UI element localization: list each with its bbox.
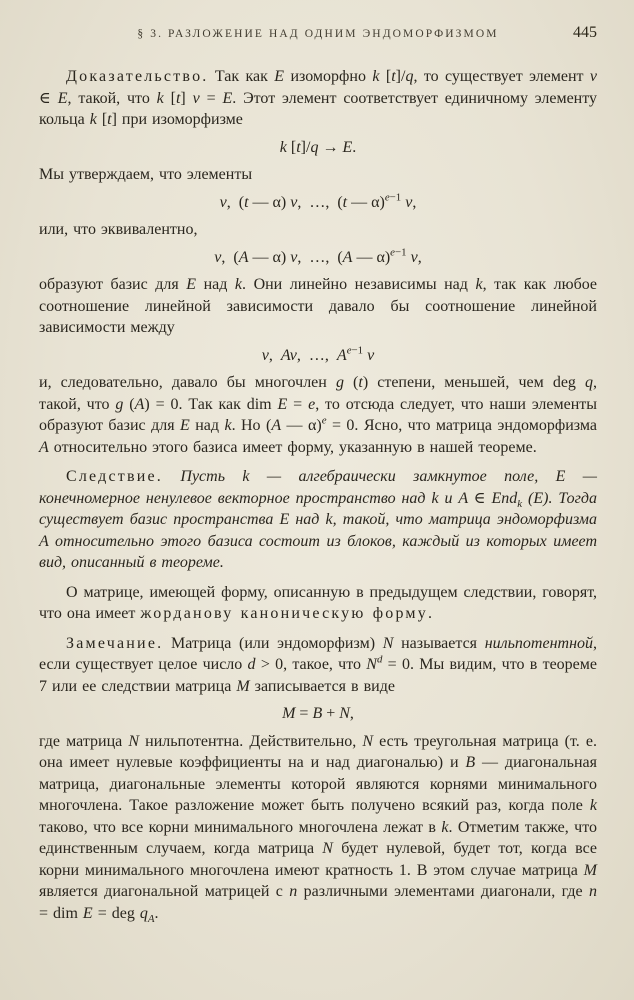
- formula-a-alpha-powers: v, (A — α) v, …, (A — α)$^{e-1}$ v,: [214, 246, 422, 266]
- page-header: [39, 24, 597, 44]
- formula-quotient-map: k [t]/q → E.: [279, 138, 357, 156]
- page-number: 445: [573, 24, 597, 41]
- formula-a-powers: v, Av, …, $A^{e-1}$ v: [261, 344, 375, 364]
- formula-t-alpha-powers: v, (t — α) v, …, (t — α)$^{e-1}$ v,: [219, 191, 417, 211]
- paragraph-we-claim: Мы утверждаем, что элементы: [39, 166, 253, 183]
- paragraph-remark-nilpotent: Замечание. Матрица (или эндоморфизм) N называется нильпотентной, если существует целое число d > 0, такое, что $N^d = 0$. Мы видим, что в теореме 7 или ее следствии матрица M записывается в виде: [39, 634, 597, 695]
- page-body: [39, 66, 597, 924]
- paragraph-equivalently: или, что эквивалентно,: [39, 221, 198, 238]
- formula-m-equals-b-plus-n: M = B + N,: [282, 705, 354, 722]
- paragraph-basis-independence: образуют базис для E над k. Они линейно независимы над k, так как любое соотношение линейной зависимости давало бы соотношение линейной зависимости между: [39, 276, 597, 336]
- paragraph-jordan-form: О матрице, имеющей форму, описанную в предыдущем следствии, говорят, что она имеет жорданову каноническую форму.: [39, 583, 597, 622]
- paragraph-proof: Доказательство. Так как E изоморфно k [t]/q, то существует элемент v ∈ E, такой, что k [t] v = E. Этот элемент соответствует единичному элементу кольца k [t] при изоморфизме: [39, 68, 598, 128]
- running-section-title: § 3. РАЗЛОЖЕНИЕ НАД ОДНИМ ЭНДОМОРФИЗМОМ: [137, 28, 499, 40]
- paragraph-degree-argument: и, следовательно, давало бы многочлен g (t) степени, меньшей, чем deg q, такой, что g (A) = 0. Так как dim E = e, то отсюда следует, что наши элементы образуют базис для E над k. Но (A — α)$^e$ = 0. Ясно, что матрица эндоморфизма A относительно этого базиса имеет форму, указанную в нашей теореме.: [39, 374, 598, 456]
- paragraph-corollary: Следствие. Пусть k — алгебраически замкнутое поле, E — конечномерное ненулевое векторное пространство над k и A ∈ End$_k$ (E). Тогда существует базис пространства E над k, такой, что матрица эндоморфизма A относительно этого базиса состоит из блоков, каждый из которых имеет вид, описанный в теореме.: [39, 468, 598, 571]
- paragraph-decomposition-discussion: где матрица N нильпотентна. Действительно, N есть треугольная матрица (т. е. она имеет нулевые коэффициенты на и над диагональю) и B — диагональная матрица, диагональные элементы которой являются корнями минимального многочлена. Такое разложение может быть получено всякий раз, когда поле k таково, что все корни минимального многочлена лежат в k. Отметим также, что единственным случаем, когда матрица N будет нулевой, будет тот, когда все корни минимального многочлена имеют кратность 1. В этом случае матрица M является диагональной матрицей с n различными элементами диагонали, где n = dim E = deg $q_A$.: [39, 732, 598, 925]
